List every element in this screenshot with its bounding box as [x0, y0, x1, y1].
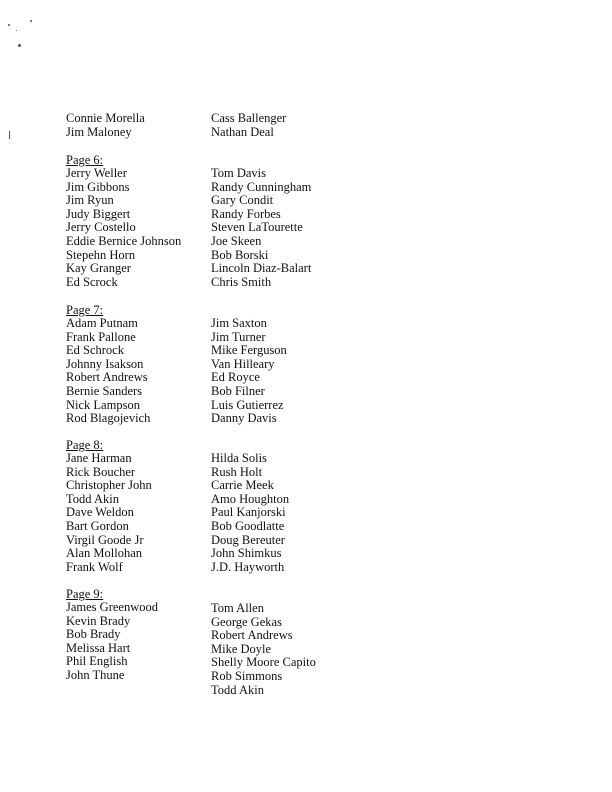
- name-entry: Frank Wolf: [66, 559, 123, 574]
- name-entry: Adam Putnam: [66, 316, 138, 330]
- name-entry: Virgil Goode Jr: [66, 532, 144, 547]
- name-entry: Bob Borski: [211, 247, 269, 262]
- section-heading: Page 6:: [66, 153, 104, 167]
- name-entry: John Thune: [66, 667, 125, 682]
- name-entry: Nick Lampson: [66, 397, 140, 412]
- section-heading: Page 7:: [66, 303, 104, 317]
- name-entry: Bart Gordon: [66, 518, 129, 533]
- name-entry: Alan Mollohan: [66, 546, 143, 561]
- name-entry: Jerry Weller: [66, 166, 127, 180]
- name-entry: Connie Morella: [66, 111, 145, 125]
- name-entry: Todd Akin: [211, 682, 264, 697]
- scan-speck: [18, 44, 21, 47]
- name-entry: J.D. Hayworth: [211, 559, 285, 574]
- name-entry: George Gekas: [211, 614, 282, 629]
- name-entry: Ed Royce: [211, 370, 260, 385]
- name-entry: Danny Davis: [211, 411, 277, 426]
- name-entry: Paul Kanjorski: [211, 505, 286, 520]
- name-entry: James Greenwood: [66, 600, 158, 614]
- name-entry: Bob Brady: [66, 627, 121, 642]
- name-entry: Lincoln Diaz-Balart: [211, 261, 312, 276]
- name-entry: Jane Harman: [66, 451, 132, 465]
- name-entry: Rob Simmons: [211, 668, 283, 683]
- name-entry: Jim Ryun: [66, 193, 114, 208]
- name-entry: Joe Skeen: [211, 233, 262, 248]
- name-entry: Tom Davis: [211, 166, 267, 180]
- scan-speck: [9, 131, 10, 139]
- name-entry: Rush Holt: [211, 464, 263, 479]
- name-entry: Ed Scrock: [66, 274, 118, 289]
- name-entry: Kevin Brady: [66, 613, 131, 628]
- right-name-column: [211, 452, 289, 574]
- name-entry: Robert Andrews: [211, 628, 293, 643]
- name-entry: Christopher John: [66, 478, 152, 493]
- right-name-column: [211, 317, 287, 426]
- name-entry: Robert Andrews: [66, 370, 148, 385]
- name-entry: Jim Saxton: [211, 316, 267, 330]
- name-entry: Carrie Meek: [211, 478, 274, 493]
- name-entry: Chris Smith: [211, 274, 272, 289]
- name-entry: Shelly Moore Capito: [211, 655, 316, 670]
- name-entry: Randy Forbes: [211, 206, 281, 221]
- name-entry: John Shimkus: [211, 546, 282, 561]
- section-heading: Page 9:: [66, 587, 104, 601]
- right-name-column: [211, 602, 316, 697]
- scan-speck: [8, 24, 10, 26]
- name-entry: Doug Bereuter: [211, 532, 285, 547]
- name-entry: Stepehn Horn: [66, 247, 136, 262]
- name-entry: Luis Gutierrez: [211, 397, 284, 412]
- name-entry: Jim Maloney: [66, 124, 132, 139]
- name-entry: Jerry Costello: [66, 220, 136, 235]
- name-entry: Mike Ferguson: [211, 343, 287, 358]
- left-name-column: [66, 601, 158, 683]
- name-entry: Rod Blagojevich: [66, 411, 151, 426]
- name-entry: Bob Filner: [211, 383, 265, 398]
- section-heading: Page 8:: [66, 438, 104, 452]
- name-entry: Melissa Hart: [66, 640, 131, 655]
- name-entry: Jim Turner: [211, 329, 266, 344]
- name-entry: Gary Condit: [211, 193, 274, 208]
- name-entry: Steven LaTourette: [211, 220, 303, 235]
- name-entry: Kay Granger: [66, 261, 131, 276]
- left-name-column: [66, 167, 181, 289]
- name-entry: Bob Goodlatte: [211, 518, 285, 533]
- name-entry: Dave Weldon: [66, 505, 134, 520]
- name-entry: Judy Biggert: [66, 206, 131, 221]
- name-entry: Johnny Isakson: [66, 356, 144, 371]
- right-name-column: [211, 167, 311, 289]
- name-entry: Rick Boucher: [66, 464, 136, 479]
- name-entry: Van Hilleary: [211, 356, 275, 371]
- name-entry: Mike Doyle: [211, 641, 272, 656]
- scan-speck: [30, 20, 32, 22]
- left-name-column: [66, 452, 152, 574]
- name-entry: Todd Akin: [66, 491, 119, 506]
- scan-speck: [16, 30, 17, 31]
- name-entry: Jim Gibbons: [66, 179, 130, 194]
- name-entry: Ed Schrock: [66, 343, 124, 358]
- name-entry: Eddie Bernice Johnson: [66, 233, 182, 248]
- name-entry: Nathan Deal: [211, 124, 274, 139]
- right-name-column: [211, 112, 286, 139]
- left-name-column: [66, 317, 150, 426]
- name-entry: Randy Cunningham: [211, 179, 312, 194]
- left-name-column: [66, 112, 145, 139]
- name-entry: Phil English: [66, 654, 128, 669]
- name-entry: Amo Houghton: [211, 491, 290, 506]
- name-entry: Tom Allen: [211, 601, 264, 615]
- name-entry: Hilda Solis: [211, 451, 267, 465]
- name-entry: Cass Ballenger: [211, 111, 287, 125]
- name-entry: Frank Pallone: [66, 329, 136, 344]
- name-entry: Bernie Sanders: [66, 383, 143, 398]
